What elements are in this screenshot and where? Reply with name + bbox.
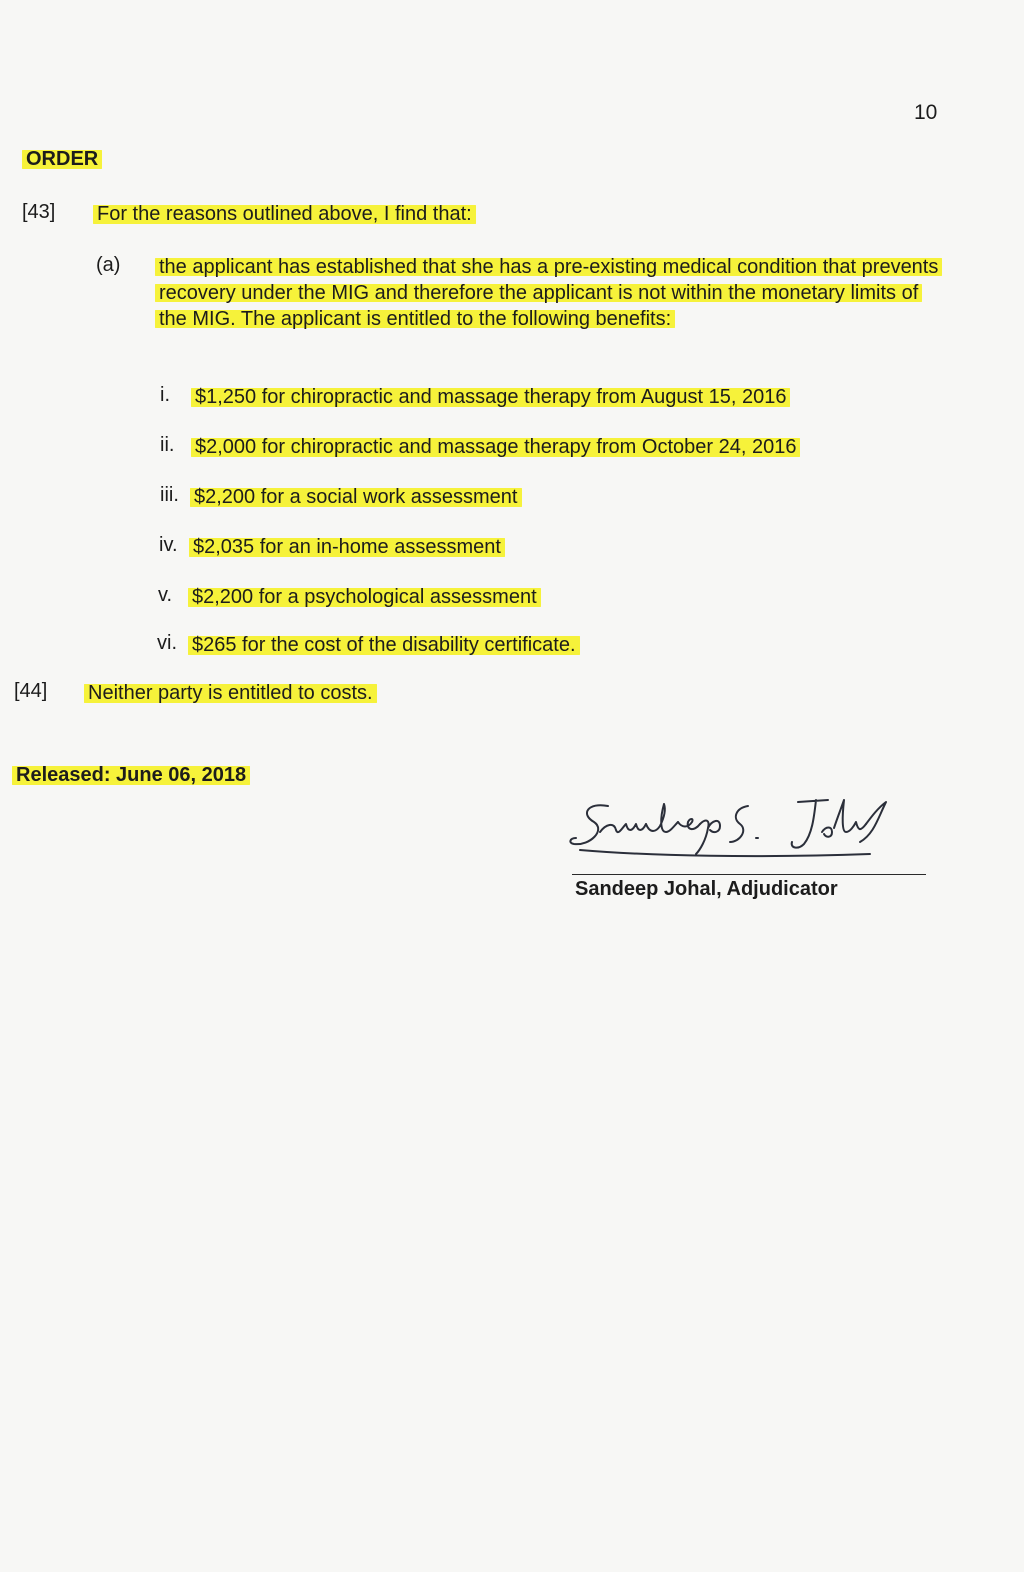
paragraph-text-44: Neither party is entitled to costs. (84, 682, 377, 705)
signature-line (572, 874, 926, 875)
list-item-number: iii. (160, 484, 179, 506)
paragraph-text-43: For the reasons outlined above, I find that: (93, 203, 476, 226)
paragraph-number-44: [44] (14, 680, 48, 702)
order-heading: ORDER (22, 148, 102, 171)
list-item: $1,250 for chiropractic and massage therapy from August 15, 2016 (191, 386, 790, 409)
list-item: $2,200 for a psychological assessment (188, 586, 541, 609)
list-item: $265 for the cost of the disability certificate. (188, 634, 580, 657)
list-item: $2,000 for chiropractic and massage therapy from October 24, 2016 (191, 436, 800, 459)
page-number: 10 (914, 101, 938, 124)
signature-text: Sandeep S. Johal (560, 788, 568, 789)
list-item-number: i. (160, 384, 170, 406)
paragraph-number-43: [43] (22, 201, 56, 223)
list-item-number: vi. (157, 632, 177, 654)
list-item-number: ii. (160, 434, 175, 456)
handwritten-signature (560, 788, 900, 868)
list-item: $2,035 for an in-home assessment (189, 536, 505, 559)
list-item-number: v. (158, 584, 173, 606)
list-item-number: iv. (159, 534, 178, 556)
release-date: Released: June 06, 2018 (12, 764, 250, 787)
subparagraph-text-a-content: the applicant has established that she has a pre-existing medical condition that prevents recovery under the MIG and therefore the applicant is not within the monetary limits of the MIG. The applicant is entitled to the following benefits: (155, 256, 942, 330)
subparagraph-label-a: (a) (96, 254, 121, 276)
subparagraph-text-a (159, 254, 939, 332)
list-item: $2,200 for a social work assessment (190, 486, 522, 509)
signer-name: Sandeep Johal, Adjudicator (575, 878, 838, 900)
